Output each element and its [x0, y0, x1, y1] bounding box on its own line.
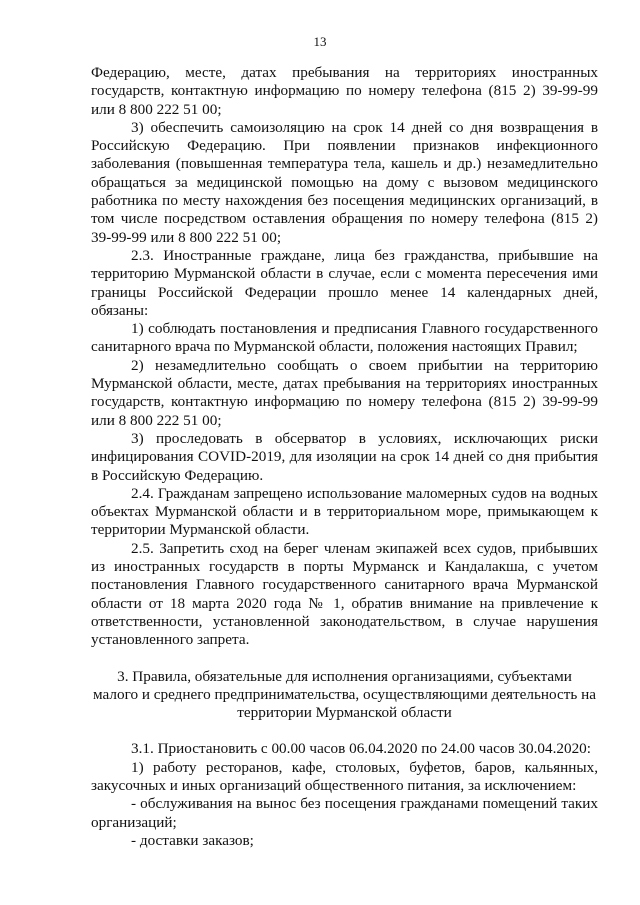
paragraph: 2.3. Иностранные граждане, лица без гражданства, прибывшие на территорию Мурманской области в случае, если с момента пересечения ими границы Российской Федерации прошло менее 14 календарных дней, обязаны:	[91, 246, 598, 319]
paragraph: Федерацию, месте, датах пребывания на территориях иностранных государств, контактную информацию по номеру телефона (815 2) 39-99-99 или 8 800 222 51 00;	[91, 64, 598, 118]
paragraph: 1) соблюдать постановления и предписания Главного государственного санитарного врача по Мурманской области, положения настоящих Правил;	[91, 320, 598, 356]
paragraph: 3.1. Приостановить с 00.00 часов 06.04.2020 по 24.00 часов 30.04.2020:	[131, 740, 591, 758]
paragraph: 2.5. Запретить сход на берег членам экипажей всех судов, прибывших из иностранных государств в порты Мурманск и Кандалакша, с учетом постановления Главного государственного санитарного врача Мурманской области от 18 марта 2020 года № 1, обратив внимание на привлечение к ответственности, установленной законодательством, в случае нарушения установленного запрета.	[91, 539, 598, 649]
paragraph: 3) обеспечить самоизоляцию на срок 14 дней со дня возвращения в Российскую Федерацию. При появлении признаков инфекционного заболевания (повышенная температура тела, кашель и др.) незамедлительно обращаться за медицинской помощью на дому с вызовом медицинского работника по месту нахождения без посещения медицинских организаций, в том числе посредством оставления обращения по номеру телефона (815 2) 39-99-99 или 8 800 222 51 00;	[91, 118, 598, 246]
page-number: 13	[313, 34, 327, 49]
paragraph: - доставки заказов;	[131, 831, 254, 849]
paragraph: - обслуживания на вынос без посещения гражданами помещений таких организаций;	[91, 795, 598, 831]
paragraph: 2) незамедлительно сообщать о своем прибытии на территорию Мурманской области, месте, датах пребывания на территориях иностранных государств, контактную информацию по номеру телефона (815 2) 39-99-99 или 8 800 222 51 00;	[91, 356, 598, 429]
document-body	[91, 64, 598, 850]
section-heading: 3. Правила, обязательные для исполнения организациями, субъектами малого и среднего предпринимательства, осуществляющими деятельность на территории Мурманской области	[93, 667, 596, 722]
paragraph: 2.4. Гражданам запрещено использование маломерных судов на водных объектах Мурманской области и в территориальном море, примыкающем к территории Мурманской области.	[91, 484, 598, 539]
paragraph: 1) работу ресторанов, кафе, столовых, буфетов, баров, кальянных, закусочных и иных организаций общественного питания, за исключением:	[91, 758, 598, 794]
paragraph: 3) проследовать в обсерватор в условиях, исключающих риски инфицирования COVID-2019, для изоляции на срок 14 дней со дня прибытия в Российскую Федерацию.	[91, 429, 598, 484]
